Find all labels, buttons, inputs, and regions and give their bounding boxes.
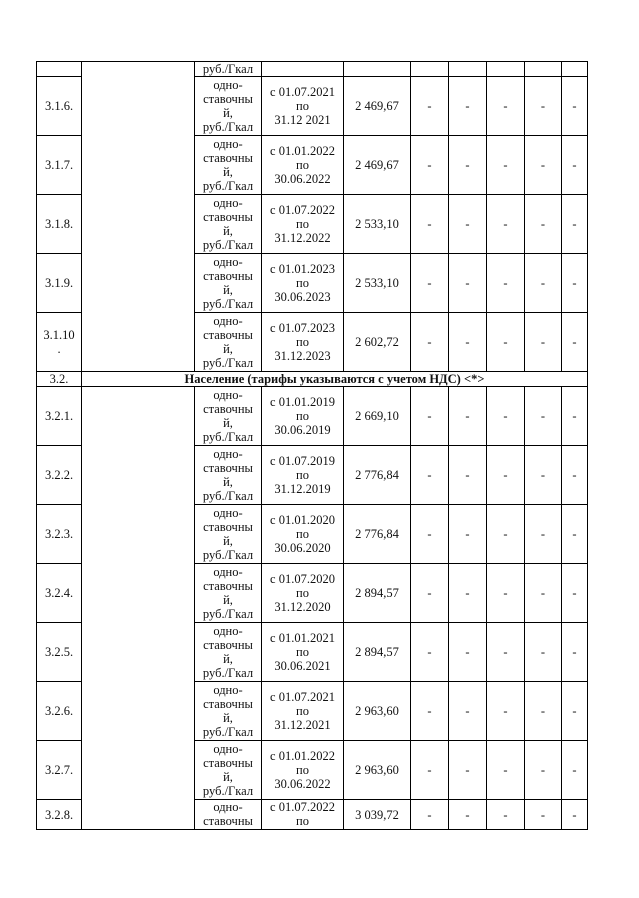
empty-value-cell: - <box>411 77 449 136</box>
unit-line: руб./Гкал <box>202 238 254 252</box>
unit-line: одно- <box>213 78 243 92</box>
period-from-date: 01.07.2019 <box>278 454 335 468</box>
unit-line: й, <box>223 106 233 120</box>
unit-line: руб./Гкал <box>202 784 254 798</box>
empty-value-cell: - <box>411 313 449 372</box>
period-from-date: 01.01.2022 <box>278 144 335 158</box>
price-cell: 2 469,67 <box>344 77 411 136</box>
unit-line: й, <box>223 165 233 179</box>
empty-cell <box>525 62 562 77</box>
unit-line: й, <box>223 224 233 238</box>
unit-line: ставочны <box>203 461 253 475</box>
period-to-date: 30.06.2022 <box>274 172 331 186</box>
unit-cell <box>195 313 262 372</box>
row-number-cell: 3.2.5. <box>37 623 82 682</box>
row-number-cell: 3.1.10 . <box>37 313 82 372</box>
period-cell <box>262 505 344 564</box>
period-from-date: 01.07.2021 <box>278 690 335 704</box>
unit-line: й, <box>223 342 233 356</box>
empty-value-cell: - <box>525 741 562 800</box>
period-from-word: с <box>270 631 276 645</box>
period-to-word: по <box>296 335 309 349</box>
empty-value-cell: - <box>411 800 449 830</box>
period-from-date: 01.01.2020 <box>278 513 335 527</box>
unit-cell <box>195 254 262 313</box>
period-from-date: 01.07.2023 <box>278 321 335 335</box>
empty-value-cell: - <box>562 387 588 446</box>
period-from-word: с <box>270 572 276 586</box>
empty-value-cell: - <box>487 505 525 564</box>
unit-cell: руб./Гкал <box>195 62 262 77</box>
unit-line: й, <box>223 770 233 784</box>
table-row <box>37 62 588 77</box>
period-to-date: 31.12 2021 <box>274 113 331 127</box>
empty-value-cell: - <box>525 446 562 505</box>
period-to-word: по <box>296 527 309 541</box>
period-from-word: с <box>270 749 276 763</box>
row-number-cell: 3.2.3. <box>37 505 82 564</box>
unit-line: одно- <box>213 314 243 328</box>
unit-line: ставочны <box>203 697 253 711</box>
row-number-cell: 3.1.9. <box>37 254 82 313</box>
period-to-date: 31.12.2022 <box>274 231 331 245</box>
empty-value-cell: - <box>525 800 562 830</box>
empty-value-cell: - <box>562 195 588 254</box>
empty-value-cell: - <box>449 800 487 830</box>
unit-line: одно- <box>213 137 243 151</box>
unit-line: й, <box>223 711 233 725</box>
empty-value-cell: - <box>525 682 562 741</box>
period-from-date: 01.01.2021 <box>278 631 335 645</box>
period-from-word: с <box>270 800 276 814</box>
empty-value-cell: - <box>525 77 562 136</box>
empty-value-cell: - <box>525 387 562 446</box>
row-number-cell: 3.2.2. <box>37 446 82 505</box>
empty-cell <box>411 62 449 77</box>
unit-line: ставочны <box>203 210 253 224</box>
empty-value-cell: - <box>411 564 449 623</box>
empty-value-cell: - <box>411 254 449 313</box>
empty-value-cell: - <box>449 623 487 682</box>
empty-value-cell: - <box>449 77 487 136</box>
unit-cell <box>195 77 262 136</box>
unit-line: ставочны <box>203 814 253 828</box>
unit-line: й, <box>223 416 233 430</box>
period-to-word: по <box>296 814 309 828</box>
empty-value-cell: - <box>411 387 449 446</box>
period-to-word: по <box>296 99 309 113</box>
empty-value-cell: - <box>449 564 487 623</box>
unit-line: ставочны <box>203 92 253 106</box>
period-from-date: 01.01.2019 <box>278 395 335 409</box>
period-to-word: по <box>296 763 309 777</box>
empty-value-cell: - <box>562 741 588 800</box>
unit-line: руб./Гкал <box>202 297 254 311</box>
period-to-word: по <box>296 217 309 231</box>
empty-cell <box>449 62 487 77</box>
row-number-cell: 3.2.8. <box>37 800 82 830</box>
period-cell <box>262 77 344 136</box>
empty-value-cell: - <box>449 313 487 372</box>
unit-line: одно- <box>213 388 243 402</box>
unit-line: й, <box>223 534 233 548</box>
section-row <box>37 372 588 387</box>
empty-cell <box>344 62 411 77</box>
unit-line: одно- <box>213 742 243 756</box>
unit-line: одно- <box>213 683 243 697</box>
unit-line: руб./Гкал <box>202 607 254 621</box>
row-number-cell: 3.2.7. <box>37 741 82 800</box>
period-to-word: по <box>296 276 309 290</box>
price-cell: 2 469,67 <box>344 136 411 195</box>
unit-line: ставочны <box>203 151 253 165</box>
empty-value-cell: - <box>562 505 588 564</box>
period-from-word: с <box>270 513 276 527</box>
empty-value-cell: - <box>449 505 487 564</box>
unit-line: одно- <box>213 565 243 579</box>
unit-line: руб./Гкал <box>202 356 254 370</box>
table-body <box>37 62 588 830</box>
unit-line: ставочны <box>203 579 253 593</box>
empty-value-cell: - <box>449 682 487 741</box>
period-to-date: 31.12.2023 <box>274 349 331 363</box>
unit-cell <box>195 195 262 254</box>
row-number-cell: 3.2.6. <box>37 682 82 741</box>
period-cell <box>262 254 344 313</box>
empty-value-cell: - <box>449 254 487 313</box>
empty-value-cell: - <box>411 136 449 195</box>
merged-name-cell <box>82 387 195 830</box>
section-title-cell: Население (тарифы указываются с учетом НДС) <*> <box>82 372 588 387</box>
period-to-date: 30.06.2022 <box>274 777 331 791</box>
period-to-word: по <box>296 468 309 482</box>
empty-value-cell: - <box>411 195 449 254</box>
unit-line: одно- <box>213 800 243 814</box>
merged-name-cell <box>82 62 195 372</box>
empty-value-cell: - <box>449 195 487 254</box>
empty-cell <box>262 62 344 77</box>
period-to-date: 30.06.2021 <box>274 659 331 673</box>
unit-line: одно- <box>213 447 243 461</box>
period-cell <box>262 741 344 800</box>
empty-value-cell: - <box>487 564 525 623</box>
price-cell: 2 894,57 <box>344 623 411 682</box>
unit-line: одно- <box>213 506 243 520</box>
empty-value-cell: - <box>449 136 487 195</box>
section-number-cell: 3.2. <box>37 372 82 387</box>
empty-value-cell: - <box>487 800 525 830</box>
price-cell: 3 039,72 <box>344 800 411 830</box>
empty-value-cell: - <box>411 623 449 682</box>
empty-value-cell: - <box>525 505 562 564</box>
empty-value-cell: - <box>487 136 525 195</box>
empty-value-cell: - <box>449 446 487 505</box>
empty-value-cell: - <box>411 446 449 505</box>
period-from-word: с <box>270 144 276 158</box>
empty-value-cell: - <box>525 623 562 682</box>
period-cell <box>262 800 344 830</box>
empty-value-cell: - <box>525 564 562 623</box>
empty-value-cell: - <box>487 313 525 372</box>
unit-line: ставочны <box>203 328 253 342</box>
table-row <box>37 387 588 446</box>
empty-value-cell: - <box>562 313 588 372</box>
period-cell <box>262 136 344 195</box>
unit-cell <box>195 741 262 800</box>
unit-line: руб./Гкал <box>202 548 254 562</box>
period-from-word: с <box>270 321 276 335</box>
period-cell <box>262 446 344 505</box>
unit-cell <box>195 623 262 682</box>
price-cell: 2 776,84 <box>344 505 411 564</box>
empty-value-cell: - <box>562 623 588 682</box>
unit-line: руб./Гкал <box>202 179 254 193</box>
period-cell <box>262 387 344 446</box>
period-to-word: по <box>296 586 309 600</box>
empty-value-cell: - <box>411 682 449 741</box>
period-cell <box>262 313 344 372</box>
period-from-word: с <box>270 203 276 217</box>
period-to-date: 31.12.2021 <box>274 718 331 732</box>
unit-line: й, <box>223 593 233 607</box>
unit-line: ставочны <box>203 269 253 283</box>
unit-line: одно- <box>213 255 243 269</box>
empty-value-cell: - <box>562 800 588 830</box>
unit-line: ставочны <box>203 756 253 770</box>
empty-value-cell: - <box>449 741 487 800</box>
empty-value-cell: - <box>562 564 588 623</box>
price-cell: 2 533,10 <box>344 254 411 313</box>
row-number-cell: 3.1.8. <box>37 195 82 254</box>
empty-value-cell: - <box>562 254 588 313</box>
unit-line: й, <box>223 475 233 489</box>
empty-value-cell: - <box>487 387 525 446</box>
empty-value-cell: - <box>487 195 525 254</box>
empty-value-cell: - <box>525 195 562 254</box>
unit-line: руб./Гкал <box>202 725 254 739</box>
unit-line: одно- <box>213 624 243 638</box>
unit-line: руб./Гкал <box>202 120 254 134</box>
period-from-date: 01.07.2022 <box>278 203 335 217</box>
price-cell: 2 963,60 <box>344 741 411 800</box>
period-from-date: 01.07.2021 <box>278 85 335 99</box>
empty-cell <box>562 62 588 77</box>
empty-value-cell: - <box>487 254 525 313</box>
empty-value-cell: - <box>525 254 562 313</box>
empty-value-cell: - <box>487 682 525 741</box>
row-number-cell: 3.2.4. <box>37 564 82 623</box>
period-to-date: 31.12.2019 <box>274 482 331 496</box>
period-to-date: 30.06.2020 <box>274 541 331 555</box>
price-cell: 2 602,72 <box>344 313 411 372</box>
empty-value-cell: - <box>487 446 525 505</box>
unit-cell <box>195 564 262 623</box>
period-from-word: с <box>270 690 276 704</box>
empty-value-cell: - <box>562 77 588 136</box>
unit-line: ставочны <box>203 638 253 652</box>
unit-cell <box>195 446 262 505</box>
empty-value-cell: - <box>562 446 588 505</box>
period-to-date: 30.06.2019 <box>274 423 331 437</box>
price-cell: 2 533,10 <box>344 195 411 254</box>
price-cell: 2 776,84 <box>344 446 411 505</box>
empty-value-cell: - <box>411 741 449 800</box>
period-to-word: по <box>296 645 309 659</box>
empty-value-cell: - <box>562 136 588 195</box>
period-from-date: 01.01.2023 <box>278 262 335 276</box>
unit-line: й, <box>223 283 233 297</box>
empty-value-cell: - <box>525 313 562 372</box>
row-number-cell: 3.1.6. <box>37 77 82 136</box>
price-cell: 2 963,60 <box>344 682 411 741</box>
period-from-word: с <box>270 85 276 99</box>
period-from-date: 01.07.2022 <box>278 800 335 814</box>
unit-cell <box>195 682 262 741</box>
unit-line: руб./Гкал <box>202 430 254 444</box>
row-number-cell <box>37 62 82 77</box>
period-cell <box>262 682 344 741</box>
unit-line: ставочны <box>203 402 253 416</box>
period-to-word: по <box>296 409 309 423</box>
unit-line: ставочны <box>203 520 253 534</box>
tariff-table <box>36 61 588 830</box>
empty-value-cell: - <box>525 136 562 195</box>
unit-cell <box>195 387 262 446</box>
row-number-cell: 3.2.1. <box>37 387 82 446</box>
empty-value-cell: - <box>562 682 588 741</box>
unit-line: одно- <box>213 196 243 210</box>
period-cell <box>262 623 344 682</box>
price-cell: 2 669,10 <box>344 387 411 446</box>
empty-value-cell: - <box>411 505 449 564</box>
unit-line: руб./Гкал <box>202 666 254 680</box>
unit-cell <box>195 800 262 830</box>
period-from-word: с <box>270 262 276 276</box>
row-number-cell: 3.1.7. <box>37 136 82 195</box>
period-cell <box>262 564 344 623</box>
period-from-word: с <box>270 395 276 409</box>
empty-value-cell: - <box>487 623 525 682</box>
empty-cell <box>487 62 525 77</box>
period-to-date: 31.12.2020 <box>274 600 331 614</box>
empty-value-cell: - <box>449 387 487 446</box>
period-from-word: с <box>270 454 276 468</box>
period-cell <box>262 195 344 254</box>
empty-value-cell: - <box>487 77 525 136</box>
empty-value-cell: - <box>487 741 525 800</box>
unit-line: руб./Гкал <box>202 489 254 503</box>
unit-cell <box>195 505 262 564</box>
period-to-date: 30.06.2023 <box>274 290 331 304</box>
price-cell: 2 894,57 <box>344 564 411 623</box>
period-to-word: по <box>296 704 309 718</box>
period-from-date: 01.01.2022 <box>278 749 335 763</box>
unit-line: й, <box>223 652 233 666</box>
unit-cell <box>195 136 262 195</box>
period-from-date: 01.07.2020 <box>278 572 335 586</box>
period-to-word: по <box>296 158 309 172</box>
